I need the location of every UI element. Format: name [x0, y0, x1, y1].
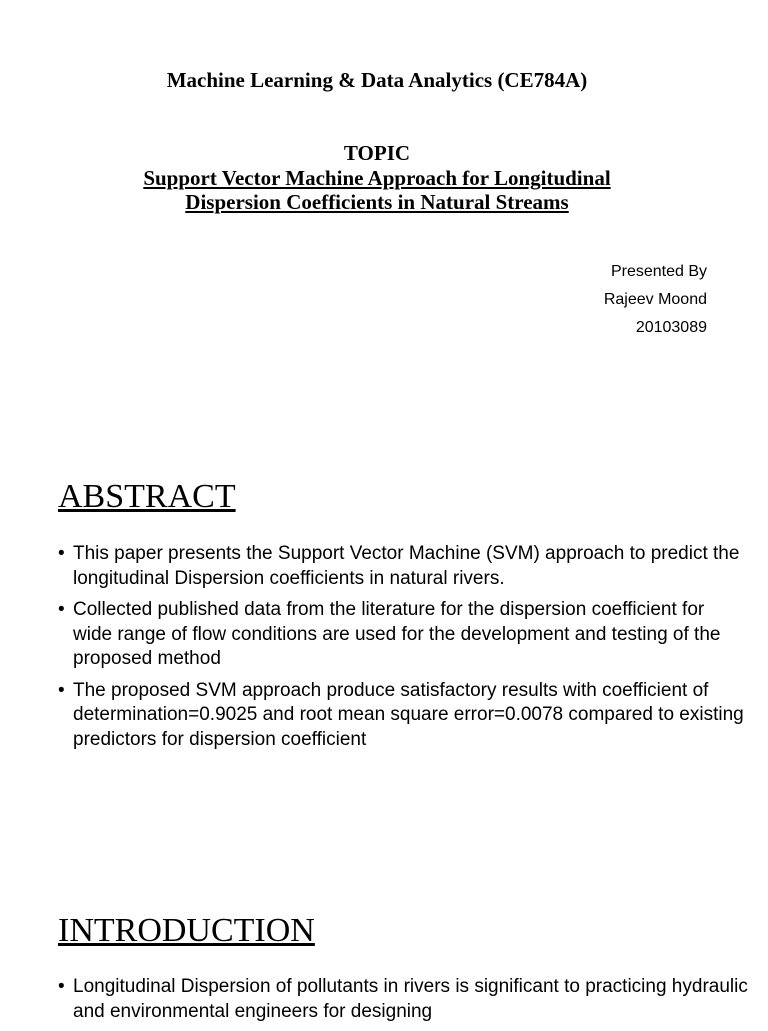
topic-title — [0, 166, 754, 214]
introduction-item-text: Longitudinal Dispersion of pollutants in rivers is significant to practicing hydraulic and environmental engineers for designing — [73, 976, 748, 1022]
introduction-heading: INTRODUCTION — [58, 912, 315, 949]
bullet-icon: • — [58, 679, 65, 701]
topic-title-line-2: Dispersion Coefficients in Natural Streams — [185, 190, 569, 214]
course-title: Machine Learning & Data Analytics (CE784A) — [166, 68, 588, 92]
abstract-item — [58, 542, 748, 591]
abstract-item — [58, 679, 748, 753]
introduction-item — [58, 975, 748, 1024]
presenter-name: Rajeev Moond — [603, 291, 707, 308]
bullet-icon: • — [58, 543, 65, 564]
abstract-item-text: This paper presents the Support Vector Machine (SVM) approach to predict the longitudinal Dispersion coefficients in natural rivers. — [73, 543, 740, 589]
abstract-item-text: Collected published data from the literature for the dispersion coefficient for wide range of flow conditions are used for the development and testing of the proposed method — [73, 599, 721, 669]
abstract-item — [58, 598, 748, 672]
presenter-id: 20103089 — [635, 319, 707, 336]
introduction-list — [58, 975, 748, 1031]
topic-label: TOPIC — [343, 141, 411, 165]
presenter-block — [604, 258, 707, 342]
bullet-icon: • — [58, 599, 65, 620]
abstract-heading: ABSTRACT — [58, 478, 236, 515]
presenter-label: Presented By — [610, 263, 707, 280]
abstract-list — [58, 542, 748, 759]
bullet-icon: • — [58, 976, 65, 997]
abstract-item-text: The proposed SVM approach produce satisfactory results with coefficient of determination=0.9025 and root mean square error=0.0078 compared to existing predictors for dispersion coefficient — [73, 679, 744, 750]
topic-title-line-1: Support Vector Machine Approach for Longitudinal — [143, 166, 611, 190]
